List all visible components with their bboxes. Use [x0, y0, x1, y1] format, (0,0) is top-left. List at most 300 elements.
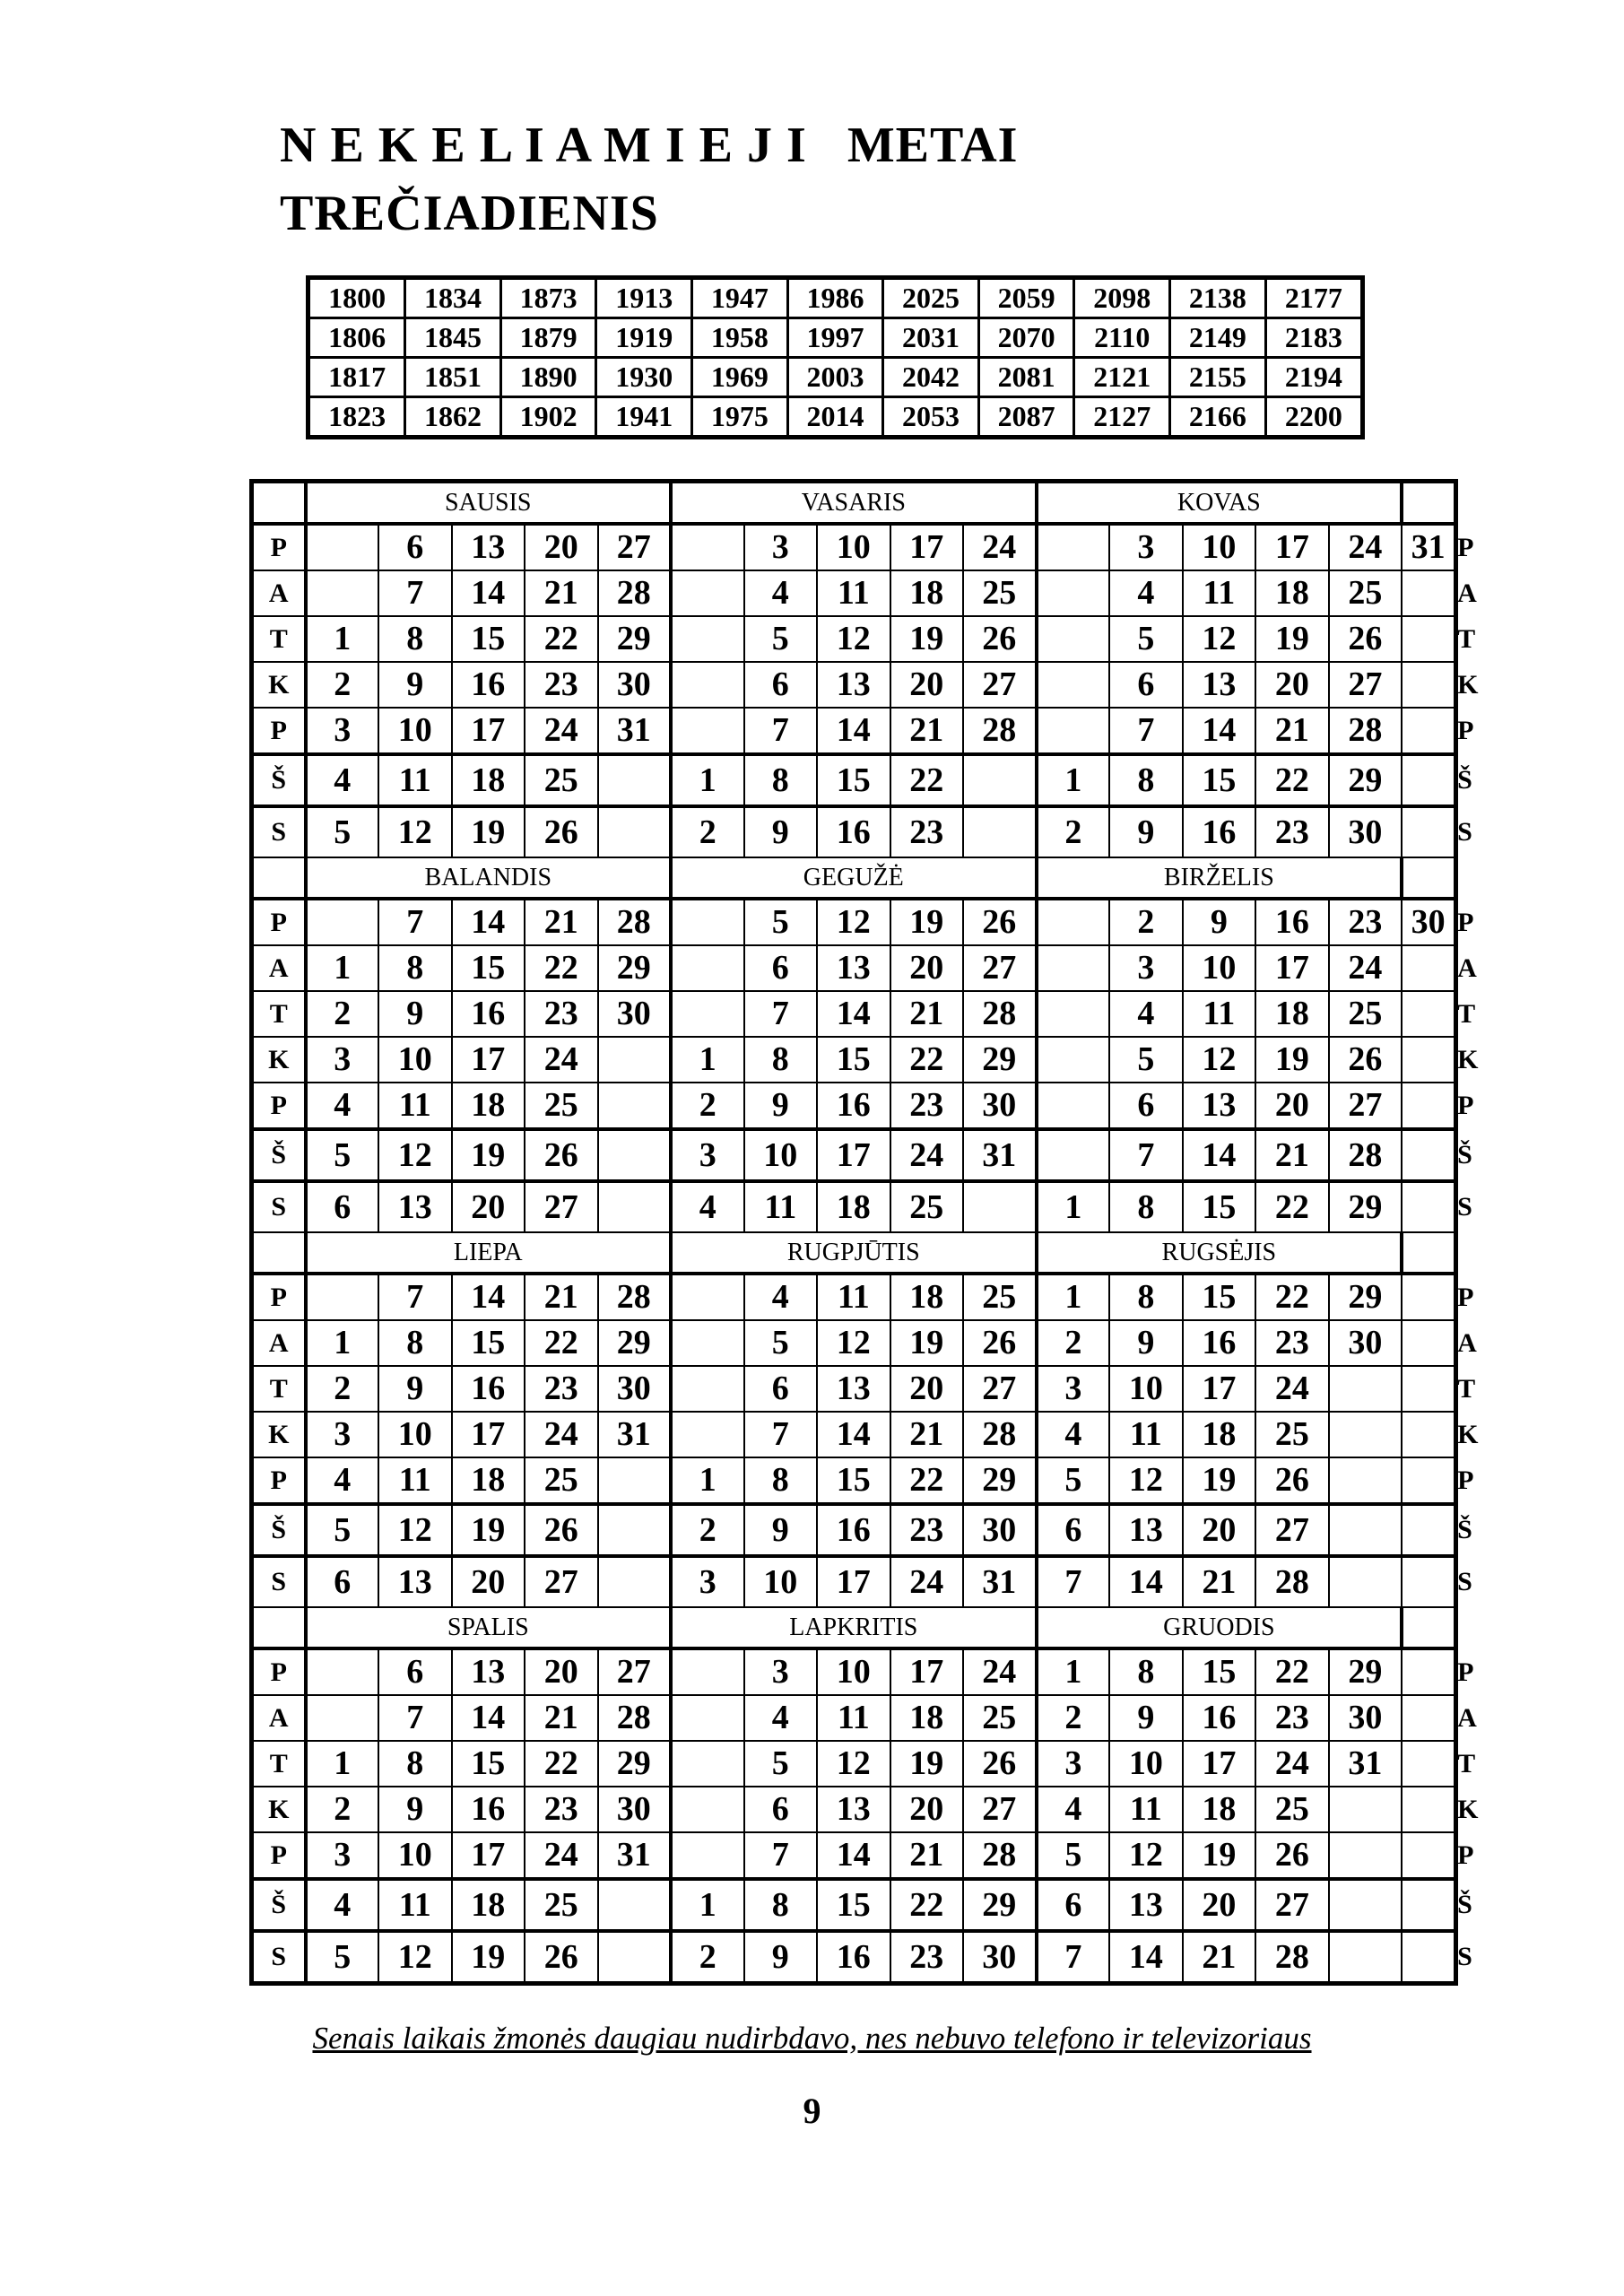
- day-cell: [306, 899, 379, 945]
- day-cell: 4: [744, 1695, 818, 1741]
- footer-proverb: [0, 2021, 1624, 2057]
- day-cell: 9: [1109, 1695, 1183, 1741]
- day-cell: 8: [378, 616, 452, 662]
- day-cell: 8: [744, 1879, 818, 1931]
- day-cell: 19: [890, 1741, 964, 1787]
- day-cell: [598, 1504, 672, 1556]
- day-cell: 29: [598, 1320, 672, 1366]
- week-row: P 7 14 21 28 5 12 19 26 2 9 16 23 30 P: [252, 899, 1456, 945]
- year-cell: 1958: [692, 318, 788, 358]
- day-cell: 14: [1183, 708, 1256, 754]
- day-cell: 22: [1255, 1274, 1329, 1320]
- day-cell: 1: [1037, 1274, 1110, 1320]
- day-cell: 11: [378, 1879, 452, 1931]
- day-cell: 1: [671, 1457, 744, 1504]
- day-cell: [1329, 1931, 1403, 1984]
- day-cell: 31: [598, 1412, 672, 1457]
- day-cell: [598, 1037, 672, 1083]
- day-cell: 23: [525, 1787, 598, 1832]
- day-cell: 2: [1037, 1320, 1110, 1366]
- day-cell: 5: [306, 1129, 379, 1181]
- week-row: S 5 12 19 26 2 9 16 23 2 9 16 23 30 S: [252, 806, 1456, 857]
- day-cell: 30: [1329, 1320, 1403, 1366]
- year-cell: 1851: [405, 358, 501, 397]
- day-cell: [671, 708, 744, 754]
- day-cell: 26: [525, 1931, 598, 1984]
- day-cell: 14: [1109, 1556, 1183, 1607]
- week-row: K 3 10 17 24 1 8 15 22 29 5 12 19 26 K: [252, 1037, 1456, 1083]
- day-cell: 25: [525, 754, 598, 806]
- day-cell: 30: [1329, 1695, 1403, 1741]
- day-cell: 13: [452, 1648, 525, 1695]
- day-cell: 19: [1183, 1832, 1256, 1879]
- day-cell: 31: [598, 708, 672, 754]
- week-row: P 4 11 18 25 1 8 15 22 29 5 12 19 26 P: [252, 1457, 1456, 1504]
- day-cell: 18: [817, 1181, 890, 1232]
- day-cell: [671, 991, 744, 1037]
- day-cell: 31: [1402, 524, 1455, 570]
- day-cell: [1402, 1083, 1455, 1129]
- day-cell: [1329, 1787, 1403, 1832]
- year-cell: 1800: [308, 278, 405, 318]
- day-cell: 18: [890, 1274, 964, 1320]
- week-row: S 6 13 20 27 4 11 18 25 1 8 15 22 29 S: [252, 1181, 1456, 1232]
- day-cell: 13: [1183, 662, 1256, 708]
- day-cell: 4: [306, 1083, 379, 1129]
- day-cell: 18: [1183, 1412, 1256, 1457]
- day-cell: [598, 754, 672, 806]
- day-cell: 3: [744, 524, 818, 570]
- footer-text: Senais laikais žmonės daugiau nudirbdavo, nes nebuvo telefono ir televizoriaus: [312, 2021, 1312, 2056]
- day-cell: 6: [378, 524, 452, 570]
- years-row: [308, 318, 1363, 358]
- year-cell: 2053: [883, 397, 979, 438]
- day-cell: 22: [890, 1457, 964, 1504]
- year-cell: 1890: [500, 358, 596, 397]
- day-cell: 6: [306, 1556, 379, 1607]
- day-cell: 20: [1255, 662, 1329, 708]
- week-row: P 3 10 17 24 31 7 14 21 28 7 14 21 28 P: [252, 708, 1456, 754]
- day-cell: 10: [817, 524, 890, 570]
- year-cell: 2183: [1265, 318, 1362, 358]
- day-cell: 26: [525, 1504, 598, 1556]
- day-cell: 11: [817, 1274, 890, 1320]
- day-cell: 24: [963, 524, 1037, 570]
- day-cell: 24: [525, 1412, 598, 1457]
- day-cell: 24: [963, 1648, 1037, 1695]
- weekday-letter: Š: [252, 1504, 306, 1556]
- day-cell: 1: [306, 1741, 379, 1787]
- day-cell: 28: [1329, 708, 1403, 754]
- day-cell: 30: [1402, 899, 1455, 945]
- day-cell: 24: [1255, 1741, 1329, 1787]
- day-cell: 30: [963, 1083, 1037, 1129]
- day-cell: 17: [890, 1648, 964, 1695]
- day-cell: 28: [598, 570, 672, 616]
- day-cell: 8: [1109, 754, 1183, 806]
- day-cell: 19: [452, 1931, 525, 1984]
- day-cell: [1402, 1931, 1455, 1984]
- day-cell: 23: [1255, 1695, 1329, 1741]
- day-cell: 9: [378, 1366, 452, 1412]
- day-cell: 26: [963, 1741, 1037, 1787]
- day-cell: 17: [1255, 524, 1329, 570]
- day-cell: 3: [1109, 945, 1183, 991]
- week-row: S 5 12 19 26 2 9 16 23 30 7 14 21 28 S: [252, 1931, 1456, 1984]
- day-cell: 13: [378, 1181, 452, 1232]
- day-cell: [1329, 1832, 1403, 1879]
- year-cell: 1941: [596, 397, 692, 438]
- day-cell: [671, 1695, 744, 1741]
- day-cell: 17: [890, 524, 964, 570]
- weekday-letter: K: [252, 1037, 306, 1083]
- day-cell: 29: [963, 1037, 1037, 1083]
- day-cell: 1: [306, 1320, 379, 1366]
- day-cell: 29: [598, 616, 672, 662]
- day-cell: 12: [817, 616, 890, 662]
- day-cell: 12: [1183, 616, 1256, 662]
- weekday-letter: P: [252, 1648, 306, 1695]
- day-cell: 30: [598, 991, 672, 1037]
- weekday-letter: Š: [252, 754, 306, 806]
- weekday-letter: P: [252, 1457, 306, 1504]
- day-cell: 31: [1329, 1741, 1403, 1787]
- day-cell: 16: [1183, 1320, 1256, 1366]
- day-cell: 16: [1183, 1695, 1256, 1741]
- day-cell: 28: [963, 708, 1037, 754]
- day-cell: 28: [963, 1412, 1037, 1457]
- day-cell: 2: [306, 1787, 379, 1832]
- week-row: Š 5 12 19 26 2 9 16 23 30 6 13 20 27 Š: [252, 1504, 1456, 1556]
- day-cell: 12: [1109, 1832, 1183, 1879]
- weekday-letter: S: [252, 1181, 306, 1232]
- day-cell: 23: [1255, 1320, 1329, 1366]
- day-cell: 1: [306, 616, 379, 662]
- day-cell: [671, 1832, 744, 1879]
- day-cell: 19: [452, 806, 525, 857]
- day-cell: 13: [1183, 1083, 1256, 1129]
- day-cell: 10: [378, 1412, 452, 1457]
- day-cell: 30: [598, 662, 672, 708]
- title-line-2: TREČIADIENIS: [280, 186, 659, 241]
- day-cell: 8: [378, 1320, 452, 1366]
- day-cell: 21: [890, 1412, 964, 1457]
- day-cell: [1402, 1457, 1455, 1504]
- day-cell: [963, 806, 1037, 857]
- day-cell: [1329, 1412, 1403, 1457]
- day-cell: 7: [378, 570, 452, 616]
- day-cell: [1037, 945, 1110, 991]
- day-cell: 17: [817, 1556, 890, 1607]
- day-cell: [1037, 899, 1110, 945]
- day-cell: 16: [817, 1931, 890, 1984]
- day-cell: 5: [306, 1504, 379, 1556]
- weekday-letter: P: [252, 1832, 306, 1879]
- day-cell: 26: [525, 1129, 598, 1181]
- day-cell: 4: [1037, 1787, 1110, 1832]
- day-cell: 27: [1329, 662, 1403, 708]
- day-cell: 5: [744, 1320, 818, 1366]
- day-cell: 27: [1329, 1083, 1403, 1129]
- day-cell: [671, 945, 744, 991]
- day-cell: 27: [1255, 1879, 1329, 1931]
- year-cell: 1873: [500, 278, 596, 318]
- weekday-letter: P: [252, 899, 306, 945]
- day-cell: 26: [1255, 1832, 1329, 1879]
- day-cell: 12: [1183, 1037, 1256, 1083]
- day-cell: 9: [378, 662, 452, 708]
- day-cell: [1329, 1504, 1403, 1556]
- year-cell: 2098: [1074, 278, 1170, 318]
- day-cell: 7: [744, 1412, 818, 1457]
- day-cell: 25: [1329, 991, 1403, 1037]
- day-cell: 24: [1255, 1366, 1329, 1412]
- day-cell: [1037, 1083, 1110, 1129]
- weekday-letter: T: [252, 991, 306, 1037]
- day-cell: 18: [452, 1879, 525, 1931]
- day-cell: 6: [1109, 662, 1183, 708]
- day-cell: 5: [1037, 1832, 1110, 1879]
- years-row: [308, 358, 1363, 397]
- year-cell: 1930: [596, 358, 692, 397]
- day-cell: 12: [1109, 1457, 1183, 1504]
- day-cell: 3: [671, 1556, 744, 1607]
- day-cell: 23: [890, 1083, 964, 1129]
- day-cell: 4: [1037, 1412, 1110, 1457]
- day-cell: 13: [817, 945, 890, 991]
- day-cell: [1037, 524, 1110, 570]
- day-cell: 6: [378, 1648, 452, 1695]
- week-row: A 7 14 21 28 4 11 18 25 2 9 16 23 30 A: [252, 1695, 1456, 1741]
- year-cell: 2031: [883, 318, 979, 358]
- day-cell: 6: [1037, 1504, 1110, 1556]
- day-cell: 16: [452, 662, 525, 708]
- weekday-letter: A: [252, 1695, 306, 1741]
- day-cell: 24: [890, 1556, 964, 1607]
- month-name: BALANDIS: [306, 857, 672, 899]
- day-cell: 26: [963, 616, 1037, 662]
- day-cell: 15: [1183, 1648, 1256, 1695]
- day-cell: [1402, 1741, 1455, 1787]
- week-row: T 1 8 15 22 29 5 12 19 26 3 10 17 24 31 T: [252, 1741, 1456, 1787]
- day-cell: 5: [1109, 1037, 1183, 1083]
- month-name: GRUODIS: [1037, 1607, 1403, 1648]
- day-cell: 4: [306, 754, 379, 806]
- month-name: KOVAS: [1037, 482, 1403, 525]
- day-cell: 3: [671, 1129, 744, 1181]
- day-cell: 16: [1183, 806, 1256, 857]
- day-cell: [1402, 945, 1455, 991]
- month-name: GEGUŽĖ: [671, 857, 1037, 899]
- day-cell: 20: [525, 524, 598, 570]
- weekday-letter: T: [252, 616, 306, 662]
- day-cell: 18: [452, 1457, 525, 1504]
- day-cell: [1402, 754, 1455, 806]
- weekday-letter: P: [252, 1274, 306, 1320]
- day-cell: 18: [1255, 991, 1329, 1037]
- weekday-letter: S: [252, 806, 306, 857]
- day-cell: 21: [1255, 708, 1329, 754]
- day-cell: 7: [378, 1695, 452, 1741]
- day-cell: 15: [452, 1741, 525, 1787]
- day-cell: 26: [1329, 1037, 1403, 1083]
- day-cell: [1402, 1695, 1455, 1741]
- day-cell: 24: [1329, 945, 1403, 991]
- day-cell: 14: [817, 708, 890, 754]
- week-row: P 3 10 17 24 31 7 14 21 28 5 12 19 26 P: [252, 1832, 1456, 1879]
- day-cell: 26: [1255, 1457, 1329, 1504]
- day-cell: [1402, 1556, 1455, 1607]
- day-cell: [1402, 1366, 1455, 1412]
- weekday-letter: A: [252, 945, 306, 991]
- day-cell: [1037, 662, 1110, 708]
- day-cell: 5: [1109, 616, 1183, 662]
- day-cell: 16: [817, 806, 890, 857]
- month-name: RUGPJŪTIS: [671, 1232, 1037, 1274]
- day-cell: 22: [525, 1741, 598, 1787]
- day-cell: 18: [890, 570, 964, 616]
- day-cell: [1402, 1274, 1455, 1320]
- day-cell: 14: [817, 991, 890, 1037]
- month-name: SPALIS: [306, 1607, 672, 1648]
- day-cell: 8: [744, 1457, 818, 1504]
- day-cell: [1402, 1412, 1455, 1457]
- years-row: [308, 397, 1363, 438]
- day-cell: 2: [306, 1366, 379, 1412]
- day-cell: [1037, 570, 1110, 616]
- day-cell: 7: [1109, 1129, 1183, 1181]
- day-cell: 12: [817, 1320, 890, 1366]
- day-cell: 25: [1255, 1412, 1329, 1457]
- day-cell: 27: [963, 1366, 1037, 1412]
- day-cell: 16: [1255, 899, 1329, 945]
- day-cell: 2: [1109, 899, 1183, 945]
- day-cell: 4: [1109, 570, 1183, 616]
- day-cell: 8: [744, 754, 818, 806]
- day-cell: [306, 1274, 379, 1320]
- day-cell: 27: [525, 1556, 598, 1607]
- day-cell: 25: [525, 1457, 598, 1504]
- year-cell: 1969: [692, 358, 788, 397]
- day-cell: 10: [378, 1037, 452, 1083]
- day-cell: 13: [817, 1787, 890, 1832]
- day-cell: 1: [1037, 1648, 1110, 1695]
- day-cell: 24: [525, 1037, 598, 1083]
- day-cell: [1402, 1879, 1455, 1931]
- day-cell: 1: [671, 754, 744, 806]
- day-cell: [598, 1181, 672, 1232]
- day-cell: 1: [671, 1879, 744, 1931]
- day-cell: [306, 1648, 379, 1695]
- day-cell: [1402, 1648, 1455, 1695]
- weekday-letter: A: [252, 1320, 306, 1366]
- years-table: [306, 275, 1365, 439]
- day-cell: 11: [1109, 1787, 1183, 1832]
- day-cell: 1: [671, 1037, 744, 1083]
- day-cell: 20: [452, 1556, 525, 1607]
- weekday-letter: P: [252, 1083, 306, 1129]
- day-cell: 31: [963, 1129, 1037, 1181]
- page-number: 9: [803, 2091, 821, 2131]
- day-cell: 10: [744, 1556, 818, 1607]
- day-cell: 24: [525, 708, 598, 754]
- day-cell: 13: [452, 524, 525, 570]
- week-row: P 6 13 20 27 3 10 17 24 1 8 15 22 29 P: [252, 1648, 1456, 1695]
- year-cell: 1947: [692, 278, 788, 318]
- weekday-letter: A: [252, 570, 306, 616]
- year-cell: 2121: [1074, 358, 1170, 397]
- day-cell: 6: [744, 1787, 818, 1832]
- day-cell: 10: [1183, 945, 1256, 991]
- week-row: T 2 9 16 23 30 7 14 21 28 4 11 18 25 T: [252, 991, 1456, 1037]
- day-cell: 5: [744, 899, 818, 945]
- day-cell: [1402, 991, 1455, 1037]
- day-cell: 4: [671, 1181, 744, 1232]
- day-cell: 22: [890, 1037, 964, 1083]
- weekday-letter: K: [252, 1787, 306, 1832]
- day-cell: 10: [1109, 1366, 1183, 1412]
- day-cell: 25: [963, 1695, 1037, 1741]
- day-cell: 3: [1109, 524, 1183, 570]
- day-cell: [671, 524, 744, 570]
- day-cell: 6: [1109, 1083, 1183, 1129]
- day-cell: 19: [452, 1504, 525, 1556]
- day-cell: 29: [1329, 1648, 1403, 1695]
- day-cell: 8: [378, 945, 452, 991]
- day-cell: 10: [744, 1129, 818, 1181]
- day-cell: 16: [452, 1787, 525, 1832]
- day-cell: 20: [890, 1787, 964, 1832]
- day-cell: 5: [744, 616, 818, 662]
- day-cell: 11: [378, 1457, 452, 1504]
- day-cell: 24: [525, 1832, 598, 1879]
- day-cell: 21: [890, 708, 964, 754]
- day-cell: 22: [1255, 1181, 1329, 1232]
- day-cell: 25: [963, 570, 1037, 616]
- day-cell: 4: [744, 1274, 818, 1320]
- header-corner: [252, 857, 306, 899]
- day-cell: 23: [525, 991, 598, 1037]
- day-cell: 12: [378, 1931, 452, 1984]
- day-cell: 7: [744, 708, 818, 754]
- day-cell: 19: [1255, 616, 1329, 662]
- week-row: Š 4 11 18 25 1 8 15 22 29 6 13 20 27 Š: [252, 1879, 1456, 1931]
- day-cell: 6: [1037, 1879, 1110, 1931]
- day-cell: 5: [744, 1741, 818, 1787]
- day-cell: 15: [817, 754, 890, 806]
- day-cell: 6: [306, 1181, 379, 1232]
- day-cell: 20: [1255, 1083, 1329, 1129]
- day-cell: [963, 754, 1037, 806]
- day-cell: 20: [890, 1366, 964, 1412]
- year-cell: 1834: [405, 278, 501, 318]
- day-cell: 28: [598, 1274, 672, 1320]
- day-cell: 26: [963, 899, 1037, 945]
- day-cell: 28: [1329, 1129, 1403, 1181]
- year-cell: 2166: [1170, 397, 1266, 438]
- day-cell: 23: [890, 806, 964, 857]
- month-header-row: [252, 1232, 1456, 1274]
- week-row: K 2 9 16 23 30 6 13 20 27 4 11 18 25 K: [252, 1787, 1456, 1832]
- month-header-row: [252, 857, 1456, 899]
- day-cell: 10: [378, 1832, 452, 1879]
- year-cell: 2070: [978, 318, 1074, 358]
- week-row: T 2 9 16 23 30 6 13 20 27 3 10 17 24 T: [252, 1366, 1456, 1412]
- day-cell: 1: [1037, 754, 1110, 806]
- year-cell: 2177: [1265, 278, 1362, 318]
- day-cell: 21: [890, 991, 964, 1037]
- day-cell: 3: [306, 1832, 379, 1879]
